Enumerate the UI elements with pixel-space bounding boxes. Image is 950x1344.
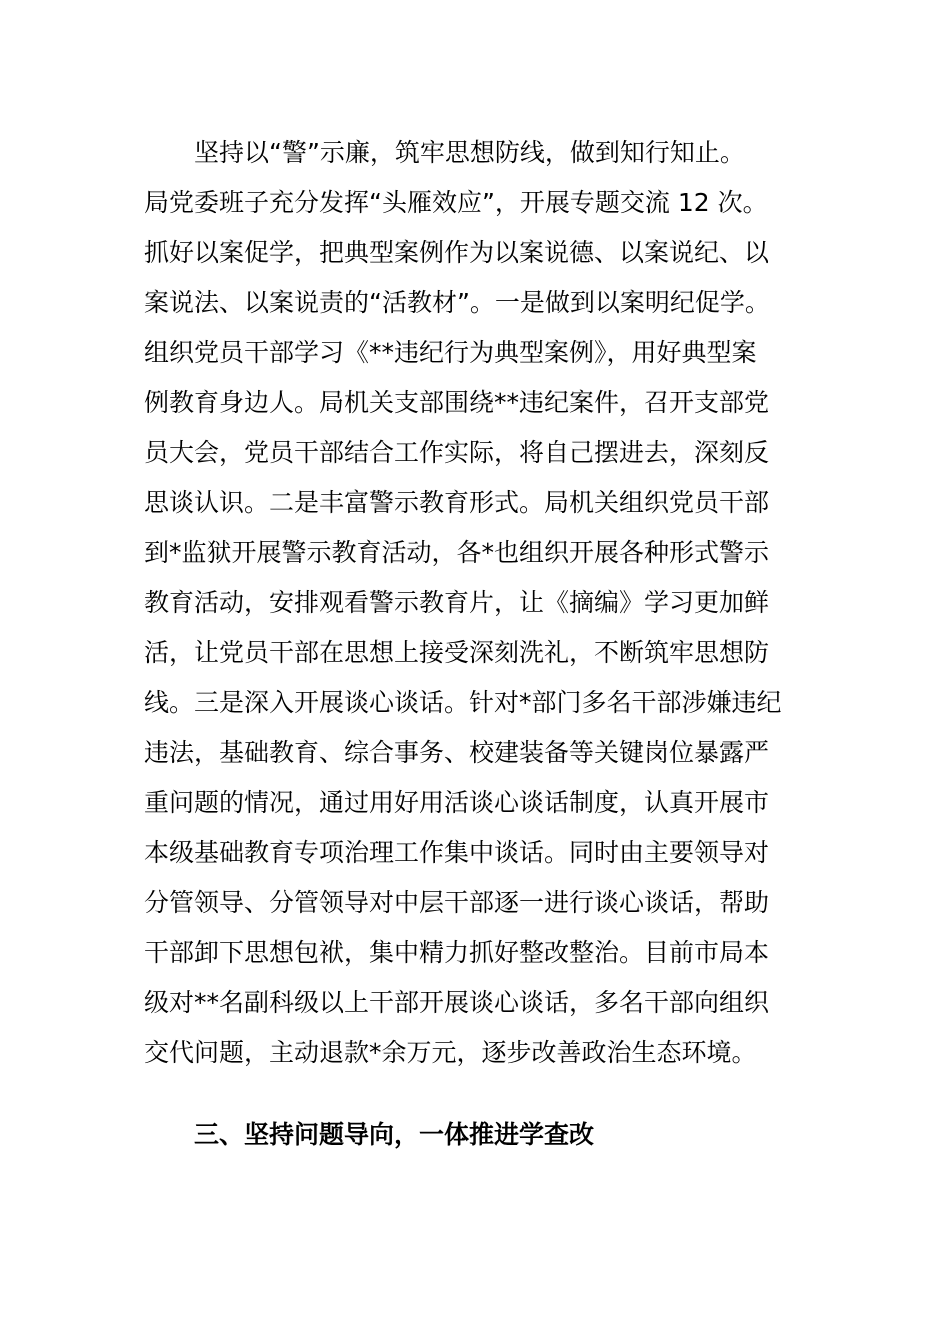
paragraph-line: 分管领导、分管领导对中层干部逐一进行谈心谈话，帮助 bbox=[144, 888, 770, 917]
section-heading: 三、坚持问题导向，一体推进学查改 bbox=[194, 1120, 595, 1149]
paragraph-line: 教育活动，安排观看警示教育片，让《摘编》学习更加鲜 bbox=[144, 588, 770, 617]
paragraph-line: 组织党员干部学习《**违纪行为典型案例》，用好典型案 bbox=[144, 338, 757, 367]
paragraph-line: 员大会，党员干部结合工作实际，将自己摆进去，深刻反 bbox=[144, 438, 770, 467]
paragraph-line: 到*监狱开展警示教育活动，各*也组织开展各种形式警示 bbox=[144, 538, 770, 567]
paragraph-line: 抓好以案促学，把典型案例作为以案说德、以案说纪、以 bbox=[144, 238, 770, 267]
paragraph-line: 坚持以“警”示廉，筑牢思想防线，做到知行知止。 bbox=[194, 138, 745, 167]
paragraph-line: 违法，基础教育、综合事务、校建装备等关键岗位暴露严 bbox=[144, 738, 770, 767]
paragraph-line: 例教育身边人。局机关支部围绕**违纪案件，召开支部党 bbox=[144, 388, 770, 417]
paragraph-line: 本级基础教育专项治理工作集中谈话。同时由主要领导对 bbox=[144, 838, 770, 867]
paragraph-line: 干部卸下思想包袱，集中精力抓好整改整治。目前市局本 bbox=[144, 938, 770, 967]
paragraph-line: 线。三是深入开展谈心谈话。针对*部门多名干部涉嫌违纪 bbox=[144, 688, 782, 717]
body-paragraph bbox=[144, 128, 804, 1078]
paragraph-line: 活，让党员干部在思想上接受深刻洗礼，不断筑牢思想防 bbox=[144, 638, 770, 667]
paragraph-line: 局党委班子充分发挥“头雁效应”，开展专题交流 12 次。 bbox=[144, 188, 768, 217]
paragraph-line: 交代问题，主动退款*余万元，逐步改善政治生态环境。 bbox=[144, 1038, 757, 1067]
paragraph-line: 案说法、以案说责的“活教材”。一是做到以案明纪促学。 bbox=[144, 288, 770, 317]
paragraph-line: 级对**名副科级以上干部开展谈心谈话，多名干部向组织 bbox=[144, 988, 770, 1017]
paragraph-line: 重问题的情况，通过用好用活谈心谈话制度，认真开展市 bbox=[144, 788, 770, 817]
paragraph-line: 思谈认识。二是丰富警示教育形式。局机关组织党员干部 bbox=[144, 488, 770, 517]
